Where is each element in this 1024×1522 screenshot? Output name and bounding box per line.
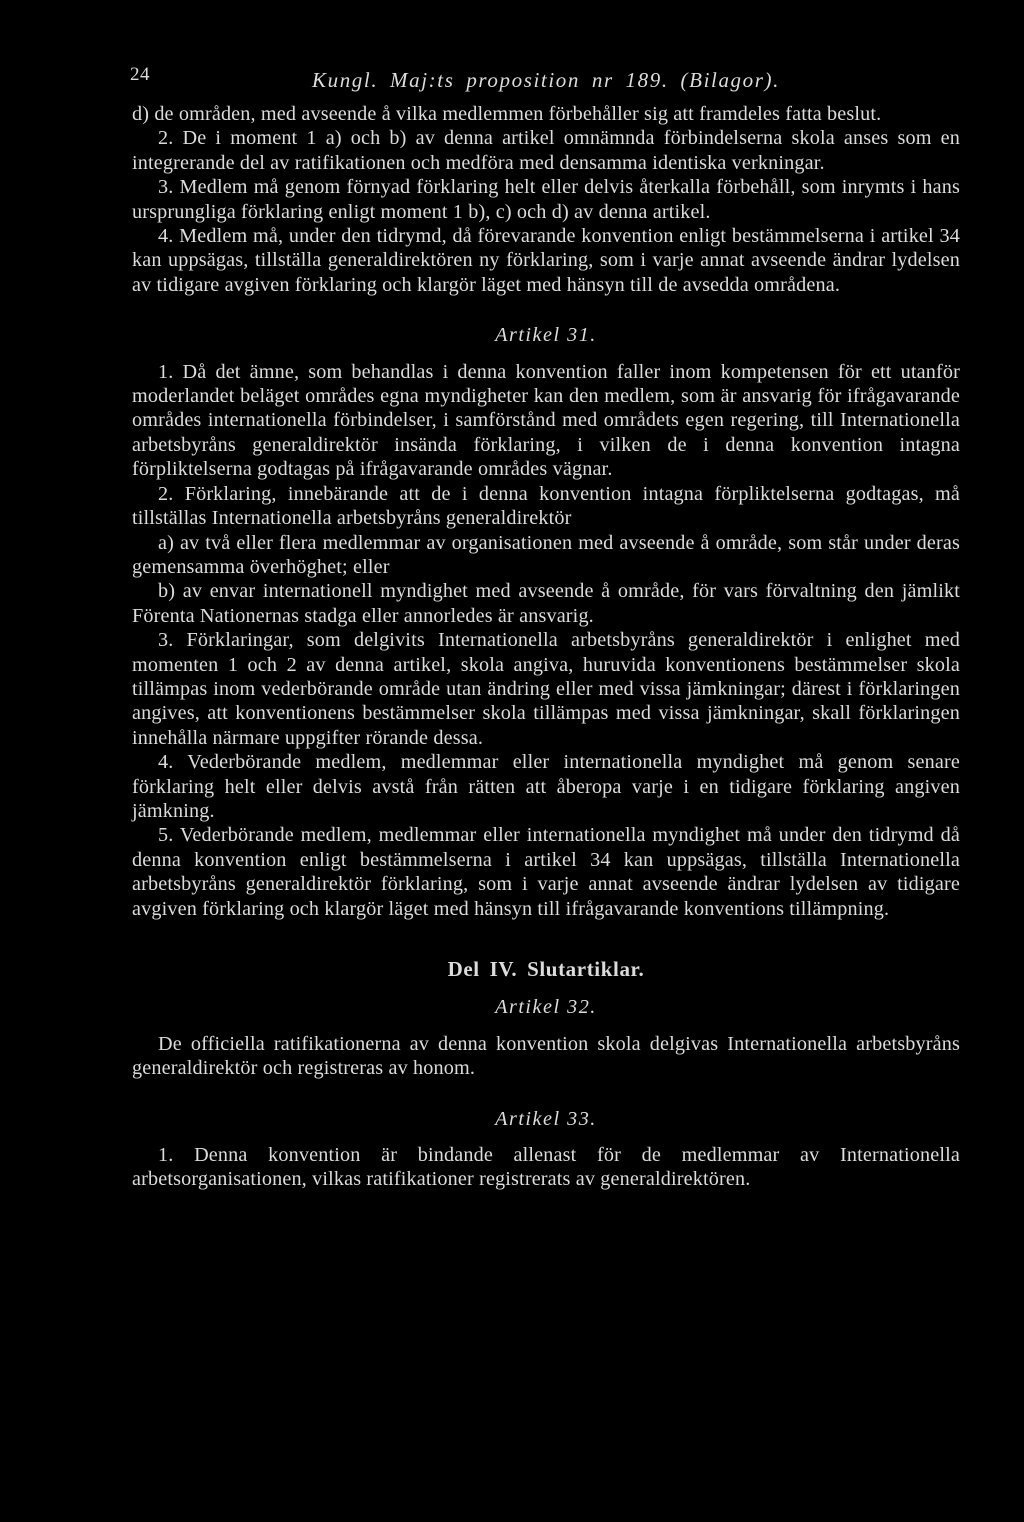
body-text: [132, 102, 960, 1192]
article-31-heading: Artikel 31.: [495, 324, 597, 347]
article-31-paragraph-2b: b) av envar internationell myndighet med avseende å område, för vars förvaltning den jämlikt Förenta Nationernas stadga eller annorledes är ansvarig.: [132, 580, 960, 627]
page-header: [132, 58, 960, 102]
page-number: 24: [130, 64, 150, 85]
article-31-paragraph-4: 4. Vederbörande medlem, medlemmar eller internationella myndighet må genom senare förklaring helt eller delvis avstå från rätten att åberopa varje i en tidigare förklaring angiven jämkning.: [132, 751, 960, 822]
article-31-paragraph-3: 3. Förklaringar, som delgivits Internationella arbetsbyråns generaldirektör i enlighet med momenten 1 och 2 av denna artikel, skola angiva, huruvida konventionens bestämmelser skola tillämpas inom vederbörande område utan ändring eller med vissa jämkningar; därest i förklaringen angives, att konventionens bestämmelser skola tillämpas med vissa jämkningar, skall förklaringen innehålla närmare uppgifter rörande dessa.: [132, 629, 960, 749]
article-31-paragraph-1: 1. Då det ämne, som behandlas i denna konvention faller inom kompetensen för ett utanför moderlandet beläget områdes egna myndigheter kan den medlem, som är ansvarig för ifrågavarande områdes internationella förbindelser, i samförstånd med områdets egen regering, till Internationella arbetsbyråns generaldirektör insända förklaring, i vilken de i denna konvention intagna förpliktelserna godtagas på ifrågavarande områdes vägnar.: [132, 360, 960, 481]
article-32-heading: Artikel 32.: [495, 996, 597, 1019]
article-33-paragraph-1: 1. Denna konvention är bindande allenast för de medlemmar av Internationella arbetsorganisationen, vilkas ratifikationer registrerats av generaldirektören.: [132, 1144, 960, 1191]
paragraph-4: 4. Medlem må, under den tidrymd, då förevarande konvention enligt bestämmelserna i artikel 34 kan uppsägas, tillställa generaldirektören ny förklaring, som i varje annat avseende ändrar lydelsen av tidigare avgiven förklaring och klargör läget med hänsyn till de avsedda områdena.: [132, 225, 960, 296]
article-31-paragraph-5: 5. Vederbörande medlem, medlemmar eller internationella myndighet må under den tidrymd då denna konvention enligt bestämmelserna i artikel 34 kan uppsägas, tillställa Internationella arbetsbyråns generaldirektör förklaring, som i varje annat avseende ändrar lydelsen av tidigare avgiven förklaring och klargör läget med hänsyn till ifrågavarande konventions tillämpning.: [132, 824, 960, 920]
paragraph-d: d) de områden, med avseende å vilka medlemmen förbehåller sig att framdeles fatta beslut.: [132, 103, 882, 125]
article-31-paragraph-2: 2. Förklaring, innebärande att de i denna konvention intagna förpliktelserna godtagas, må tillställas Internationella arbetsbyråns generaldirektör: [132, 482, 960, 530]
article-31-paragraph-2a: a) av två eller flera medlemmar av organisationen med avseende å område, som står under deras gemensamma överhöghet; eller: [132, 531, 960, 578]
article-33-heading: Artikel 33.: [495, 1107, 597, 1130]
paragraph-3: 3. Medlem må genom förnyad förklaring helt eller delvis återkalla förbehåll, som inrymts i hans ursprungliga förklaring enligt moment 1 b), c) och d) av denna artikel.: [132, 176, 960, 223]
article-32-paragraph: De officiella ratifikationerna av denna konvention skola delgivas Internationella arbetsbyråns generaldirektör och registreras av honom.: [132, 1032, 960, 1080]
paragraph-2: 2. De i moment 1 a) och b) av denna artikel omnämnda förbindelserna skola anses som en integrerande del av ratifikationen och medföra med densamma identiska verkningar.: [132, 127, 960, 174]
part-4-title: Del IV. Slutartiklar.: [447, 957, 645, 981]
running-title: Kungl. Maj:ts proposition nr 189. (Bilagor).: [312, 68, 780, 92]
